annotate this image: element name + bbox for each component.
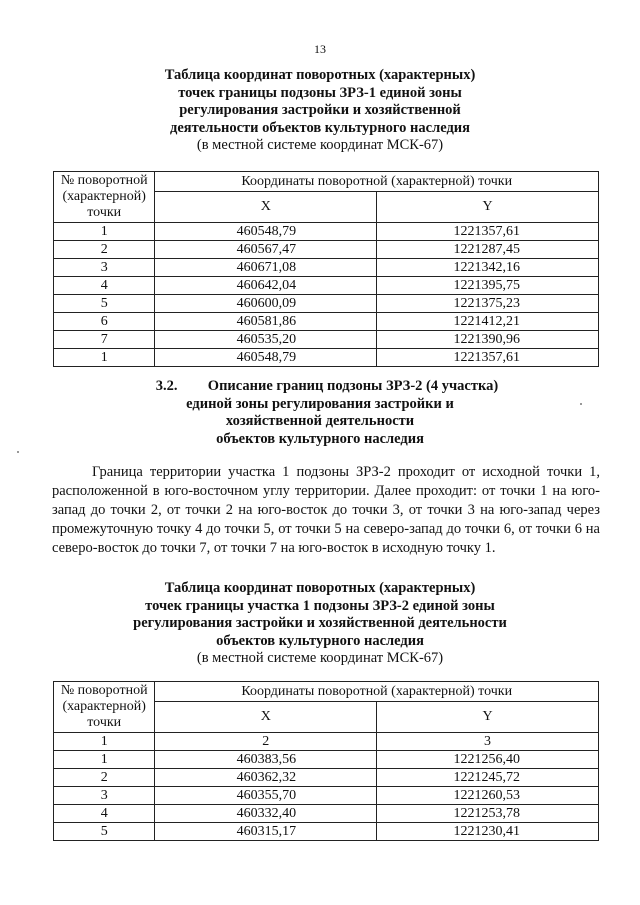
cell-point: 7: [54, 331, 155, 349]
table2-title: [0, 580, 640, 668]
table-row: [54, 787, 599, 805]
cell-point: 2: [54, 769, 155, 787]
table1-subtitle: (в местной системе координат МСК-67): [196, 137, 444, 153]
table-row: [54, 295, 599, 313]
table2-subtitle: (в местной системе координат МСК-67): [196, 650, 444, 666]
table-row: [54, 223, 599, 241]
cell-y: 1221253,78: [377, 805, 599, 823]
cell-x: 460355,70: [155, 787, 377, 805]
cell-x: 460362,32: [155, 769, 377, 787]
table1-title-line: Таблица координат поворотных (характерных): [164, 67, 476, 83]
section-title-line: Описание границ подзоны ЗРЗ-2 (4 участка): [207, 378, 499, 394]
section-title-line: хозяйственной деятельности: [225, 413, 415, 429]
cell-y: 1221342,16: [377, 259, 599, 277]
cell-point: 3: [54, 787, 155, 805]
scan-speck: [17, 451, 19, 453]
table-row: [54, 241, 599, 259]
cell-y: 1221260,53: [377, 787, 599, 805]
column-number: 2: [155, 733, 377, 751]
table2: [53, 681, 599, 841]
scan-speck: [580, 403, 582, 405]
cell-x: 460671,08: [155, 259, 377, 277]
column-number-row: [54, 733, 599, 751]
table1-title-line: точек границы подзоны ЗРЗ-1 единой зоны: [178, 84, 462, 101]
column-number: 1: [54, 733, 155, 751]
table2-title-line: Таблица координат поворотных (характерных): [164, 580, 476, 596]
cell-y: 1221245,72: [377, 769, 599, 787]
cell-x: 460548,79: [155, 349, 377, 367]
cell-x: 460600,09: [155, 295, 377, 313]
table-row: [54, 823, 599, 841]
header-point-number: № поворотной (характерной) точки: [54, 682, 155, 733]
header-y: Y: [377, 192, 599, 223]
section-title-line: объектов культурного наследия: [216, 430, 424, 447]
table1: [53, 171, 599, 367]
cell-point: 5: [54, 295, 155, 313]
cell-y: 1221287,45: [377, 241, 599, 259]
cell-x: 460315,17: [155, 823, 377, 841]
header-x: X: [155, 192, 377, 223]
table1-title-line: регулирования застройки и хозяйственной: [179, 102, 461, 118]
page-number: 13: [314, 42, 326, 56]
boundary-description: Граница территории участка 1 подзоны ЗРЗ-2 проходит от исходной точки 1, расположенной в юго-восточном углу территории. Далее проходит: от точки 1 на юго-запад до точки 2, от точки 2 на юго-восток до точки 3, от точки 3 на юго-запад через промежуточную точку 4 до точки 5, от точки 5 на северо-запад до точки 6, от точки 6 на северо-восток до точки 7, от точки 7 на юго-восток в исходную точку 1.: [52, 464, 600, 556]
header-y: Y: [377, 702, 599, 733]
table1-title-line: деятельности объектов культурного наследия: [170, 119, 470, 136]
cell-y: 1221375,23: [377, 295, 599, 313]
header-x: X: [155, 702, 377, 733]
cell-point: 1: [54, 751, 155, 769]
cell-y: 1221412,21: [377, 313, 599, 331]
section-number: 3.2.: [155, 378, 178, 394]
cell-point: 1: [54, 349, 155, 367]
cell-y: 1221230,41: [377, 823, 599, 841]
cell-x: 460567,47: [155, 241, 377, 259]
table-row: [54, 313, 599, 331]
table-row: [54, 277, 599, 295]
table-row: [54, 769, 599, 787]
cell-point: 4: [54, 277, 155, 295]
column-number: 3: [377, 733, 599, 751]
table-row: [54, 349, 599, 367]
table-row: [54, 751, 599, 769]
table2-title-line: точек границы участка 1 подзоны ЗРЗ-2 единой зоны: [145, 597, 495, 614]
cell-point: 5: [54, 823, 155, 841]
table2-title-line: объектов культурного наследия: [216, 632, 424, 649]
cell-x: 460383,56: [155, 751, 377, 769]
cell-y: 1221357,61: [377, 223, 599, 241]
table-row: [54, 805, 599, 823]
cell-point: 6: [54, 313, 155, 331]
cell-y: 1221390,96: [377, 331, 599, 349]
table-row: [54, 331, 599, 349]
section-title-line: единой зоны регулирования застройки и: [186, 395, 454, 412]
table1-title: [0, 67, 640, 155]
cell-y: 1221256,40: [377, 751, 599, 769]
header-coordinates: Координаты поворотной (характерной) точки: [155, 172, 599, 192]
section-heading: [0, 378, 640, 448]
cell-point: 3: [54, 259, 155, 277]
cell-x: 460535,20: [155, 331, 377, 349]
header-point-number: № поворотной (характерной) точки: [54, 172, 155, 223]
cell-x: 460642,04: [155, 277, 377, 295]
cell-x: 460581,86: [155, 313, 377, 331]
section-heading-line: [0, 378, 640, 396]
cell-x: 460548,79: [155, 223, 377, 241]
cell-point: 2: [54, 241, 155, 259]
table2-title-line: регулирования застройки и хозяйственной деятельности: [133, 615, 507, 631]
cell-y: 1221395,75: [377, 277, 599, 295]
header-coordinates: Координаты поворотной (характерной) точки: [155, 682, 599, 702]
cell-x: 460332,40: [155, 805, 377, 823]
cell-y: 1221357,61: [377, 349, 599, 367]
cell-point: 4: [54, 805, 155, 823]
table-row: [54, 259, 599, 277]
cell-point: 1: [54, 223, 155, 241]
